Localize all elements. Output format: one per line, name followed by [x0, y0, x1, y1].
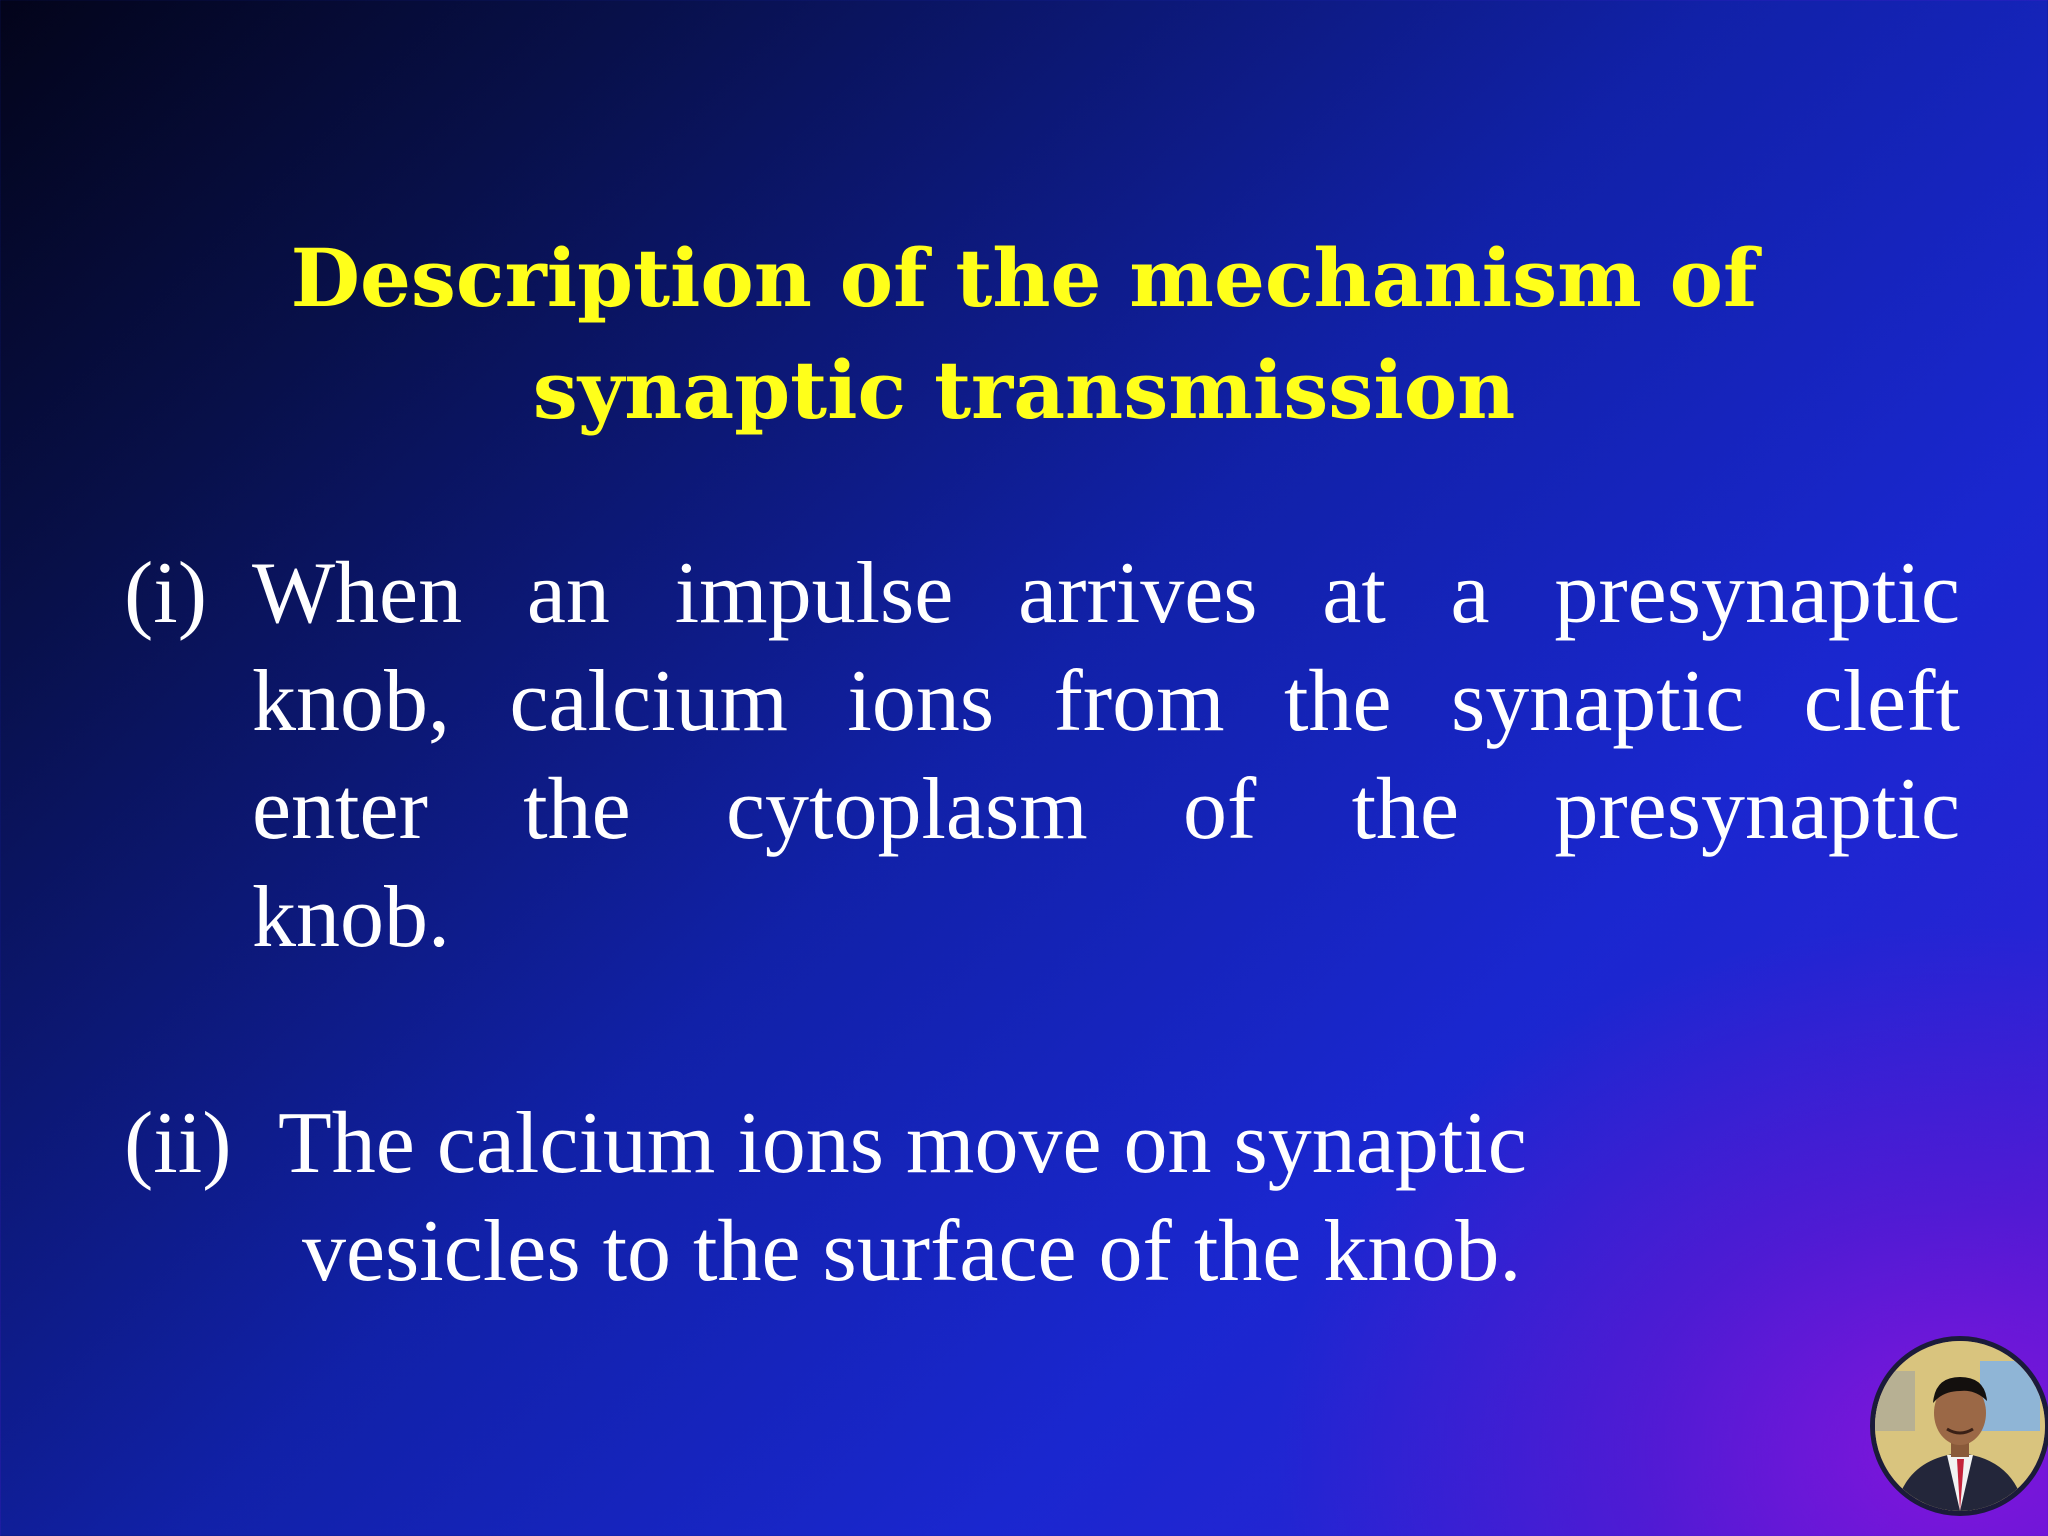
presenter-avatar-icon: [1870, 1336, 2048, 1516]
slide-title: [0, 222, 2048, 446]
point-line: knob.: [252, 869, 450, 966]
point-text: [278, 1090, 1878, 1306]
point-line: knob, calcium ions from the synaptic cleft: [252, 653, 1960, 750]
point-i: [124, 540, 1960, 980]
title-line-1: Description of the mechanism of: [290, 231, 1758, 325]
point-text: [252, 540, 1960, 972]
point-line: When an impulse arrives at a presynaptic: [252, 545, 1960, 642]
presenter-avatar-graphic: [1875, 1341, 2045, 1511]
point-number: (i): [124, 545, 208, 642]
point-line: enter the cytoplasm of the presynaptic: [252, 761, 1960, 858]
point-line: The calcium ions move on synaptic: [278, 1095, 1527, 1192]
point-number: (ii): [124, 1095, 232, 1192]
point-ii: [124, 1090, 1960, 1330]
title-line-2: synaptic transmission: [532, 343, 1516, 437]
point-line: vesicles to the surface of the knob.: [302, 1203, 1522, 1300]
